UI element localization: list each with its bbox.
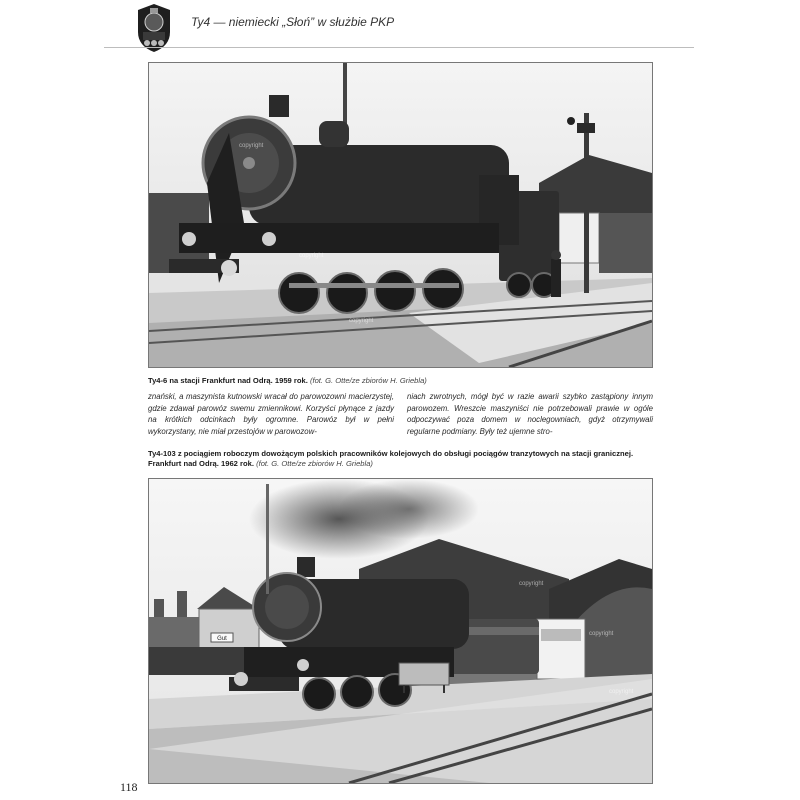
caption-top-credit: (fot. G. Otte/ze zbiorów H. Griebla) [309,376,427,385]
copyright-watermark: copyright [299,253,324,259]
copyright-watermark: copyright [519,581,544,587]
caption-bottom-text: Ty4-103 z pociągiem roboczym dowożącym polskich pracowników kolejowych do obsługi pociągów tranzytowych na stacji granicznej. Frankfurt nad Odrą. 1962 rok. [148,449,634,468]
copyright-watermark: copyright [609,689,634,695]
photo-locomotive-ty4-103 [148,478,653,784]
page-number: 118 [120,780,138,794]
copyright-watermark: copyright [239,143,264,149]
station-sign: Gut [217,636,227,642]
body-column-left: znański, a maszynista kutnowski wracał do parowozowni macierzystej, gdzie zdawał parowóz swemu zmiennikowi. Korzyści płynące z jazdy na krótkich odcinkach były ogromne. Parowóz był w pełni wykorzystany, nie miał przestojów w parowozow- [148,392,394,436]
copyright-watermark: copyright [589,631,614,637]
copyright-watermark: copyright [349,318,374,324]
caption-top [148,376,653,386]
caption-top-text: Ty4-6 na stacji Frankfurt nad Odrą. 1959 rok. [148,376,308,385]
body-text [148,391,653,437]
header-rule [104,47,694,48]
caption-bottom [148,449,653,469]
body-column-right: niach zwrotnych, mógł być w razie awarii szybko zastąpiony innym parowozem. Wreszcie maszyniści nie potrzebowali prawie w ogóle odpoczywać poza domem w noclegowniach, gdyż otrzymywali regularne podmiany. Były też ujemne stro- [407,392,653,436]
caption-bottom-credit: (fot. G. Otte/ze zbiorów H. Griebla) [256,459,373,468]
photo-locomotive-ty4-6 [148,62,653,368]
running-header: Ty4 — niemiecki „Słoń” w służbie PKP [191,15,395,29]
